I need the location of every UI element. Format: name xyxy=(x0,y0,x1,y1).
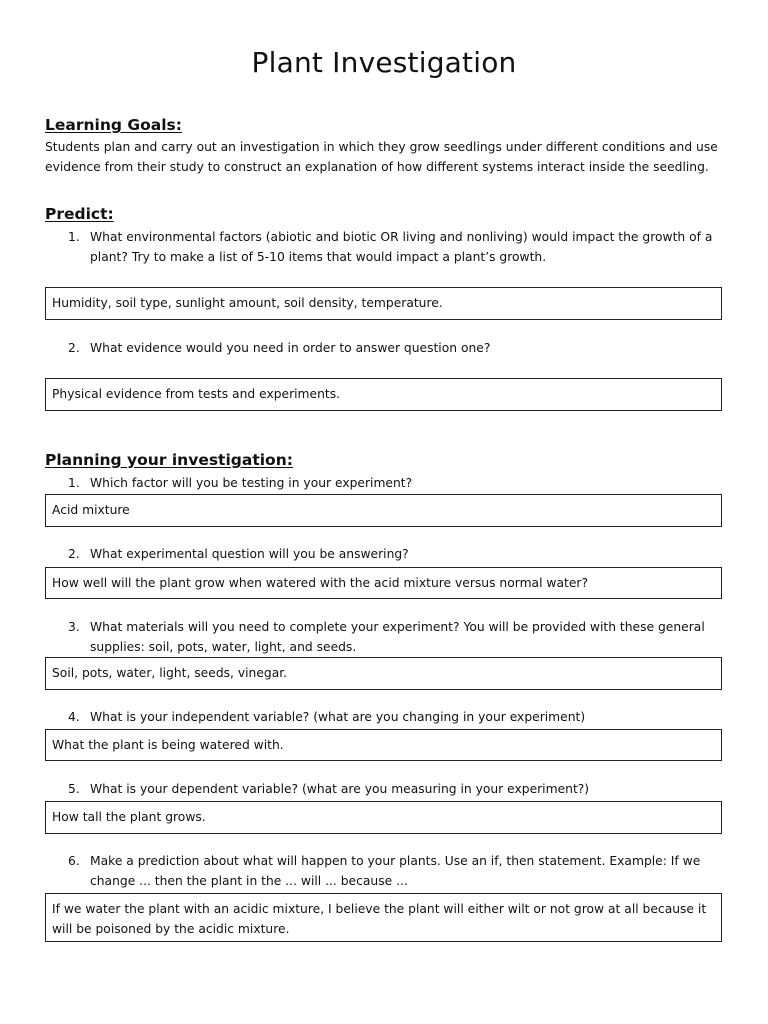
planning-answer-1[interactable]: Acid mixture xyxy=(45,494,722,527)
question-text: What materials will you need to complete your experiment? You will be provided with these general supplies: soil, pots, water, light, and seeds. xyxy=(90,620,705,654)
page-title: Plant Investigation xyxy=(251,46,517,79)
question-text: Which factor will you be testing in your experiment? xyxy=(90,476,413,490)
question-number: 2. xyxy=(68,547,80,561)
question-text: What environmental factors (abiotic and biotic OR living and nonliving) would impact the growth of a plant? Try to make a list of 5-10 items that would impact a plant’s growth. xyxy=(90,230,713,264)
learning-goals-heading: Learning Goals: xyxy=(45,116,182,134)
question-number: 2. xyxy=(68,341,80,355)
question-number: 1. xyxy=(68,230,80,244)
question-text: What is your independent variable? (what are you changing in your experiment) xyxy=(90,710,586,724)
predict-answer-2[interactable]: Physical evidence from tests and experiments. xyxy=(45,378,722,411)
predict-answer-1[interactable]: Humidity, soil type, sunlight amount, soil density, temperature. xyxy=(45,287,722,320)
question-number: 4. xyxy=(68,710,80,724)
question-text: What is your dependent variable? (what are you measuring in your experiment?) xyxy=(90,782,590,796)
question-text: What evidence would you need in order to answer question one? xyxy=(90,341,491,355)
planning-answer-4[interactable]: What the plant is being watered with. xyxy=(45,729,722,761)
learning-goals-text: Students plan and carry out an investigation in which they grow seedlings under different conditions and use evidence from their study to construct an explanation of how different systems interact inside the seedling. xyxy=(45,140,718,174)
planning-answer-2[interactable]: How well will the plant grow when watered with the acid mixture versus normal water? xyxy=(45,567,722,599)
planning-answer-6[interactable]: If we water the plant with an acidic mixture, I believe the plant will either wilt or not grow at all because it will be poisoned by the acidic mixture. xyxy=(45,893,722,942)
question-text: What experimental question will you be answering? xyxy=(90,547,409,561)
planning-answer-3[interactable]: Soil, pots, water, light, seeds, vinegar. xyxy=(45,657,722,690)
question-number: 1. xyxy=(68,476,80,490)
question-number: 5. xyxy=(68,782,80,796)
planning-heading: Planning your investigation: xyxy=(45,451,293,469)
question-number: 3. xyxy=(68,620,80,634)
question-number: 6. xyxy=(68,854,80,868)
predict-heading: Predict: xyxy=(45,205,114,223)
question-text: Make a prediction about what will happen to your plants. Use an if, then statement. Example: If we change ... then the plant in the ... will ... because ... xyxy=(90,854,701,888)
planning-answer-5[interactable]: How tall the plant grows. xyxy=(45,801,722,834)
